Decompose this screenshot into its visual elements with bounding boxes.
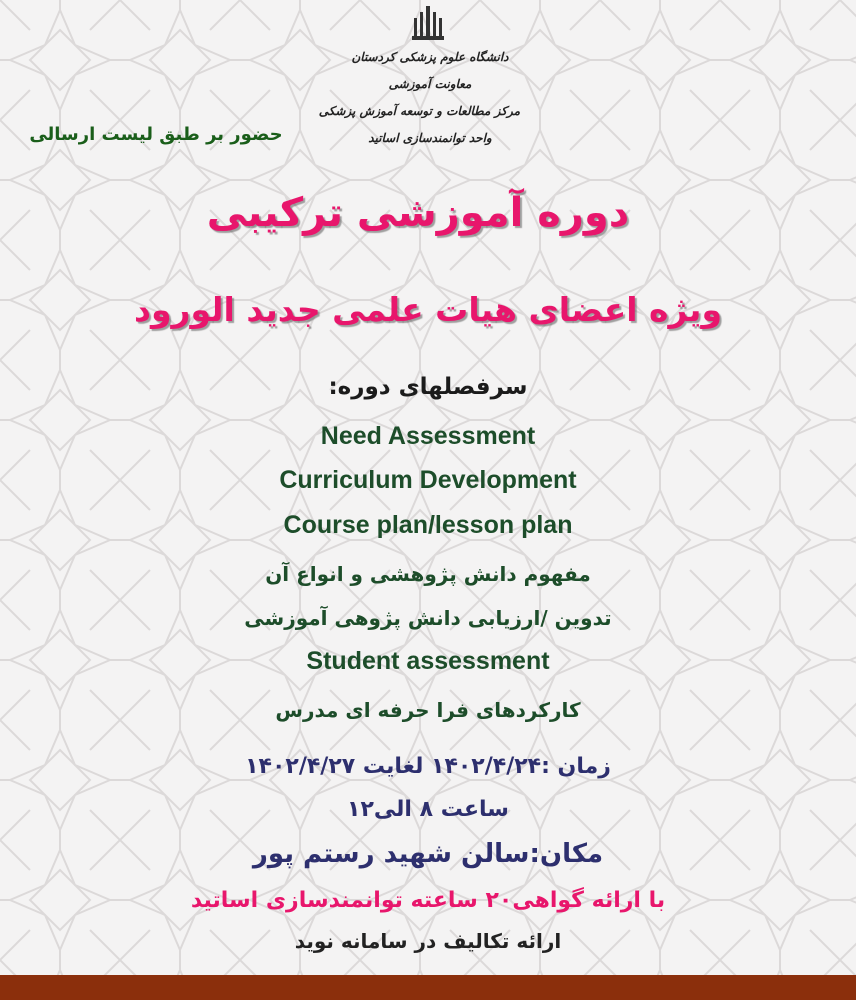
- faculty-development-unit-line: واحد توانمندسازی اساتید: [368, 131, 492, 145]
- topic-item: Student assessment: [306, 647, 550, 675]
- university-name: دانشگاه علوم پزشکی کردستان: [351, 50, 509, 64]
- course-subtitle: ویژه اعضای هیات علمی جدید الورود: [134, 290, 722, 329]
- vice-chancellor-line: معاونت آموزشی: [388, 77, 472, 91]
- attendance-note: حضور بر طبق لیست ارسالی: [29, 124, 283, 145]
- edc-center-line: مرکز مطالعات و توسعه آموزش پزشکی: [318, 104, 520, 118]
- topics-heading: سرفصلهای دوره:: [328, 374, 528, 400]
- course-date: زمان :۱۴۰۲/۴/۲۴ لغایت ۱۴۰۲/۴/۲۷: [245, 754, 611, 779]
- topic-item: Course plan/lesson plan: [283, 511, 573, 539]
- topic-item: تدوین /ارزیابی دانش پژوهی آموزشی: [244, 606, 612, 630]
- university-header: [318, 44, 520, 152]
- topic-item: Need Assessment: [320, 422, 536, 450]
- footer-bar: [0, 975, 856, 1000]
- university-logo: [408, 4, 448, 42]
- topic-item: Curriculum Development: [279, 466, 577, 494]
- course-title: دوره آموزشی ترکیبی: [206, 190, 630, 236]
- assignments-note: ارائه تکالیف در سامانه نوید: [294, 929, 562, 953]
- certificate-note: با ارائه گواهی۲۰ ساعته توانمندسازی اساتید: [190, 888, 666, 913]
- course-time: ساعت ۸ الی۱۲: [347, 797, 509, 822]
- topic-item: مفهوم دانش پژوهشی و انواع آن: [265, 562, 591, 586]
- course-location: مکان:سالن شهید رستم پور: [252, 839, 604, 869]
- topic-item: کارکردهای فرا حرفه ای مدرس: [275, 698, 581, 722]
